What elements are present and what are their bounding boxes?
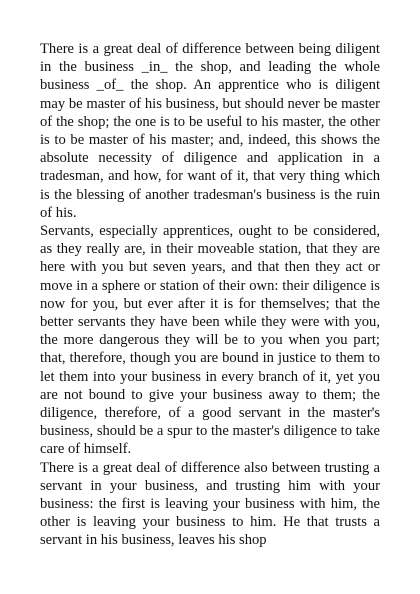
document-page	[40, 40, 380, 550]
paragraph-diligence: There is a great deal of difference between being diligent in the business _in_ the shop, and leading the whole business _of_ the shop. An apprentice who is diligent may be master of his business, but should never be master of the shop; the one is to be useful to his master, the other is to be master of his master; and, indeed, this shows the absolute necessity of diligence and application in a tradesman, and how, for want of it, that very thing which is the blessing of another tradesman's business is the ruin of his.	[40, 41, 380, 221]
paragraph-servants: Servants, especially apprentices, ought to be considered, as they really are, in their moveable station, that they are here with you but seven years, and that then they act or move in a sphere or station of their own: their diligence is now for you, but ever after it is for themselves; that the better servants they have been while they were with you, the more dangerous they will be to you when you part; that, therefore, though you are bound in justice to them to let them into your business in every branch of it, yet you are not bound to give your business away to them; the diligence, therefore, of a good servant in the master's business, should be a spur to the master's diligence to take care of himself.	[40, 223, 380, 458]
paragraph-trusting: There is a great deal of difference also between trusting a servant in your business, and trusting him with your business: the first is leaving your business with him, the other is leaving your business to him. He that trusts a servant in his business, leaves his shop	[40, 459, 380, 549]
